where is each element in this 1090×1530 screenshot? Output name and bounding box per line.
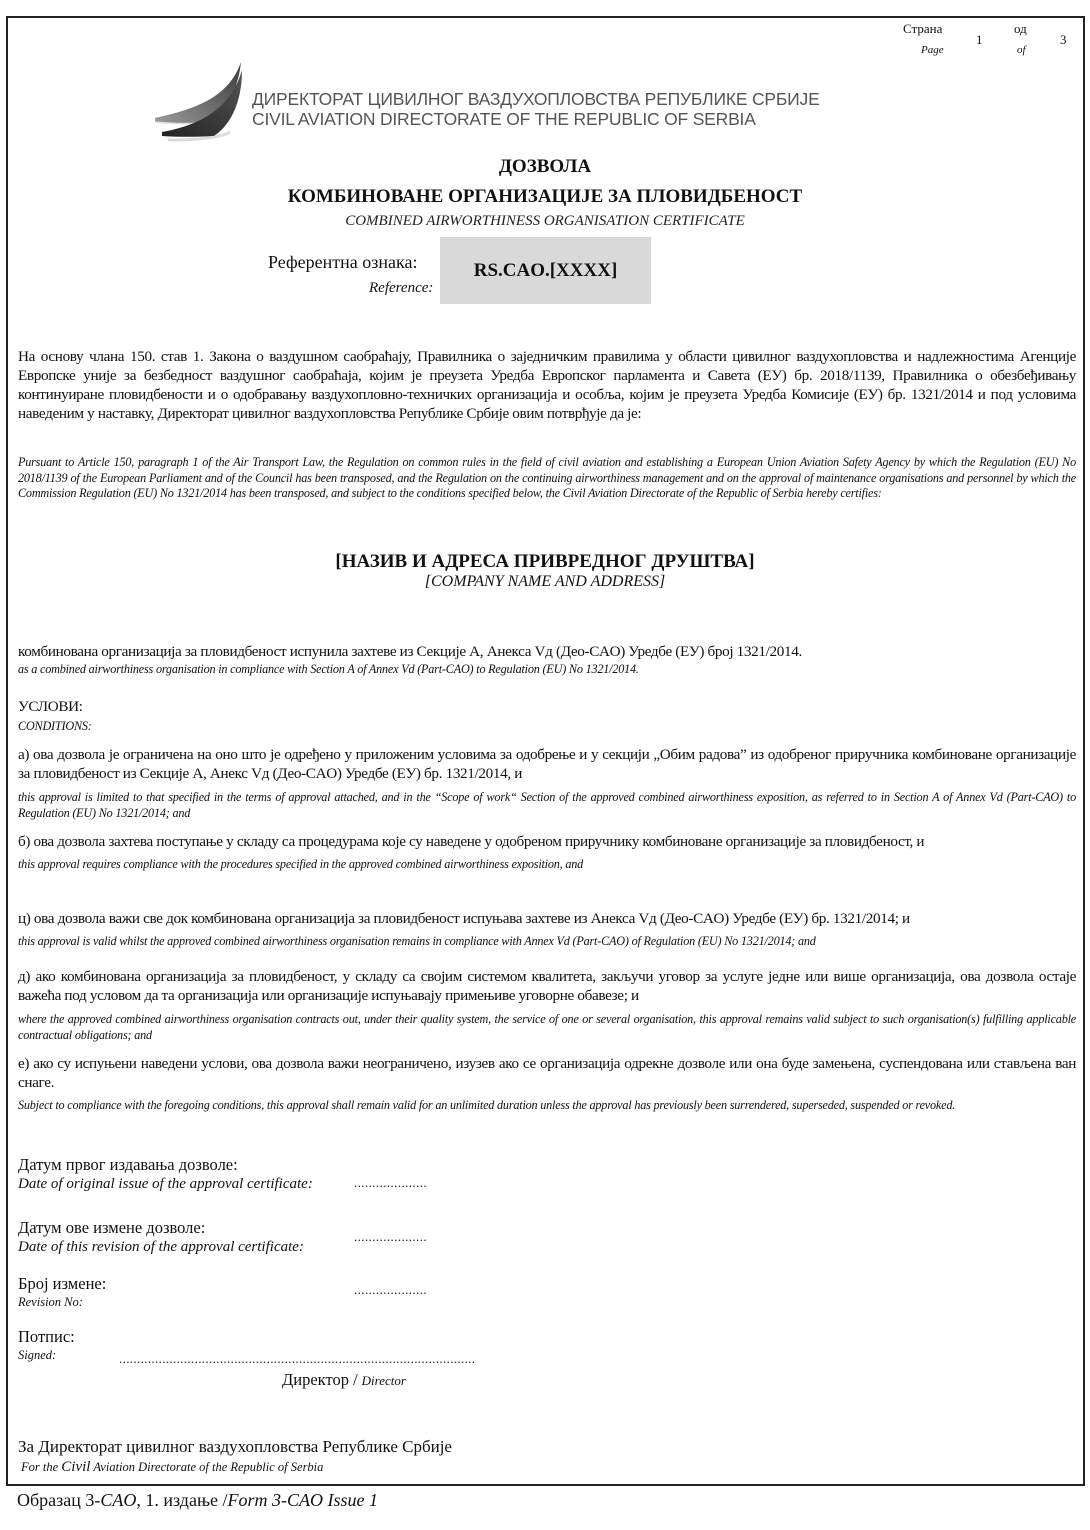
- title-line1: ДОЗВОЛА: [498, 156, 592, 177]
- signatory-title-en: Director: [361, 1373, 406, 1388]
- form-footer-middle: , 1. издање /: [136, 1490, 228, 1510]
- of-label: од: [1014, 21, 1027, 36]
- form-footer-cao: CAO: [100, 1490, 137, 1510]
- reference-value-box: [440, 237, 651, 304]
- issuer-en: [21, 1459, 323, 1476]
- conditions-heading-sr: УСЛОВИ:: [18, 698, 83, 715]
- issuer-en-prefix: For the: [21, 1460, 59, 1474]
- condition-d-sr: д) ако комбинована организација за пловидбеност, у складу са својим системом квалитета, закључи уговор за услуге једне или више организација, ова дозвола остаје важећа под условом да та организација или организације испуњавају примењиве уговорне обавезе; и: [18, 968, 1076, 1004]
- form-footer: [17, 1490, 378, 1511]
- original-issue-label-en: Date of original issue of the approval certificate:: [18, 1176, 313, 1192]
- signature-label-sr: Потпис:: [18, 1327, 75, 1346]
- page-label: Страна: [903, 21, 943, 36]
- condition-c-sr: ц) ова дозвола важи све док комбинована организација за пловидбеност испуњава захтеве из Анекса Vд (Део-CAO) Уредбе (ЕУ) бр. 1321/2014; и: [18, 910, 910, 927]
- org-name-sr: ДИРЕКТОРАТ ЦИВИЛНОГ ВАЗДУХОПЛОВСТВА РЕПУБЛИКЕ СРБИЈЕ: [252, 89, 820, 109]
- wing-swoosh-logo-icon: [150, 60, 250, 144]
- condition-e-en: Subject to compliance with the foregoing conditions, this approval shall remain valid for an unlimited duration unless the approval has previously been surrendered, superseded, suspended or revoked.: [18, 1098, 956, 1112]
- title-en: COMBINED AIRWORTHINESS ORGANISATION CERTIFICATE: [345, 213, 745, 229]
- condition-e-sr: е) ако су испуњени наведени услови, ова дозвола важи неограничено, изузев ако се организација одрекне дозволе или она буде замењена, суспендована или стављена ван снаге.: [18, 1055, 1076, 1091]
- issuer-sr: За Директорат цивилног ваздухопловства Републике Србије: [18, 1437, 452, 1456]
- page-label-en: Page: [921, 44, 944, 56]
- revision-date-label-sr: Датум ове измене дозволе:: [18, 1218, 206, 1237]
- signatory-title: [282, 1370, 406, 1390]
- signature-line[interactable]: ...................................................................................................: [119, 1351, 476, 1366]
- form-footer-prefix: Образац 3-: [17, 1490, 101, 1510]
- reference-label-sr: Референтна ознака:: [268, 252, 418, 272]
- reference-label-en: Reference:: [369, 280, 434, 296]
- signatory-title-sr: Директор /: [282, 1370, 358, 1389]
- revision-no-label-sr: Број измене:: [18, 1274, 107, 1293]
- company-name-en: [COMPANY NAME AND ADDRESS]: [424, 573, 666, 590]
- condition-b-sr: б) ова дозвола захтева поступање у складу са процедурама које су наведене у одобреном приручнику комбиноване организације за пловидбеност, и: [18, 833, 925, 850]
- company-name-sr: [НАЗИВ И АДРЕСА ПРИВРЕДНОГ ДРУШТВА]: [335, 551, 755, 572]
- original-issue-field[interactable]: ....................: [354, 1175, 427, 1190]
- condition-c-en: this approval is valid whilst the approved combined airworthiness organisation remains in compliance with Annex Vd (Part-CAO) of Regulation (EU) No 1321/2014; and: [18, 934, 816, 948]
- form-footer-en: Form 3-CAO Issue 1: [227, 1490, 378, 1510]
- preamble-sr: На основу члана 150. став 1. Закона о ваздушном саобраћају, Правилника о заједничким правилима у области цивилног ваздухопловства и надлежностима Агенције Европске уније за безбедност ваздушног саобраћаја, којим је преузета Уредба Европског парламента и Савета (ЕУ) бр. 2018/1139, Правилника о обезбеђивању континуиране пловидбености и о одобравању ваздухопловно-техничких организација и особља, којим је преузета Уредба Комисије (ЕУ) бр. 1321/2014 и под условима наведеним у наставку, Директорат цивилног ваздухопловства Републике Србије овим потврђује да је:: [18, 348, 1076, 422]
- condition-a-en: this approval is limited to that specified in the terms of approval attached, and in the “Scope of work“ Section of the approved combined airworthiness exposition, as referred to in Section A of Annex Vd (Part-CAO) to Regulation (EU) No 1321/2014; and: [18, 790, 1076, 820]
- condition-a-sr: а) ова дозвола је ограничена на оно што је одређено у приложеним условима за одобрење и у секцији „Обим радова” из одобреног приручника комбиноване организације за пловидбеност из Секције А, Анекс Vд (Део-CAO) Уредбе (ЕУ) бр. 1321/2014, и: [18, 746, 1076, 782]
- signature-label-en: Signed:: [18, 1348, 57, 1362]
- title-line2: КОМБИНОВАНЕ ОРГАНИЗАЦИЈЕ ЗА ПЛОВИДБЕНОСТ: [287, 186, 803, 207]
- revision-no-label-en: Revision No:: [18, 1295, 83, 1309]
- revision-date-label-en: Date of this revision of the approval certificate:: [18, 1239, 304, 1255]
- issuer-en-rest: Aviation Directorate of the Republic of Serbia: [93, 1460, 324, 1474]
- total-pages: 3: [1060, 32, 1067, 47]
- issuer-en-civil: Civil: [61, 1459, 91, 1475]
- condition-d-en: where the approved combined airworthiness organisation contracts out, under their quality system, the service of one or several organisation, this approval remains valid subject to such organisation(s) fulfilling applicable contractual obligations; and: [18, 1012, 1076, 1042]
- revision-no-field[interactable]: ....................: [354, 1282, 427, 1297]
- original-issue-label-sr: Датум првог издавања дозволе:: [18, 1155, 238, 1174]
- compliance-sr: комбинована организација за пловидбеност испунила захтеве из Секције А, Анекса Vд (Део-CAO) Уредбе (ЕУ) број 1321/2014.: [18, 643, 802, 660]
- revision-date-field[interactable]: ....................: [354, 1229, 427, 1244]
- reference-value: RS.CAO.[XXXX]: [473, 259, 618, 281]
- page-number: 1: [976, 32, 983, 47]
- preamble-en: Pursuant to Article 150, paragraph 1 of the Air Transport Law, the Regulation on common rules in the field of civil aviation and establishing a European Union Aviation Safety Agency by which the Regulation (EU) No 2018/1139 of the European Parliament and of the Council has been transposed, and the Regulation on the continuing airworthiness management and on the approval of maintenance organisations and personnel by which the Commission Regulation (EU) No 1321/2014 has been transposed, and subject to the conditions specified below, the Civil Aviation Directorate of the Republic of Serbia hereby certifies:: [18, 455, 1076, 500]
- org-name-en: CIVIL AVIATION DIRECTORATE OF THE REPUBLIC OF SERBIA: [252, 109, 756, 129]
- condition-b-en: this approval requires compliance with the procedures specified in the approved combined airworthiness exposition, and: [18, 857, 584, 871]
- conditions-heading-en: CONDITIONS:: [18, 719, 92, 733]
- of-label-en: of: [1017, 44, 1026, 56]
- compliance-en: as a combined airworthiness organisation in compliance with Section A of Annex Vd (Part-CAO) to Regulation (EU) No 1321/2014.: [18, 662, 639, 676]
